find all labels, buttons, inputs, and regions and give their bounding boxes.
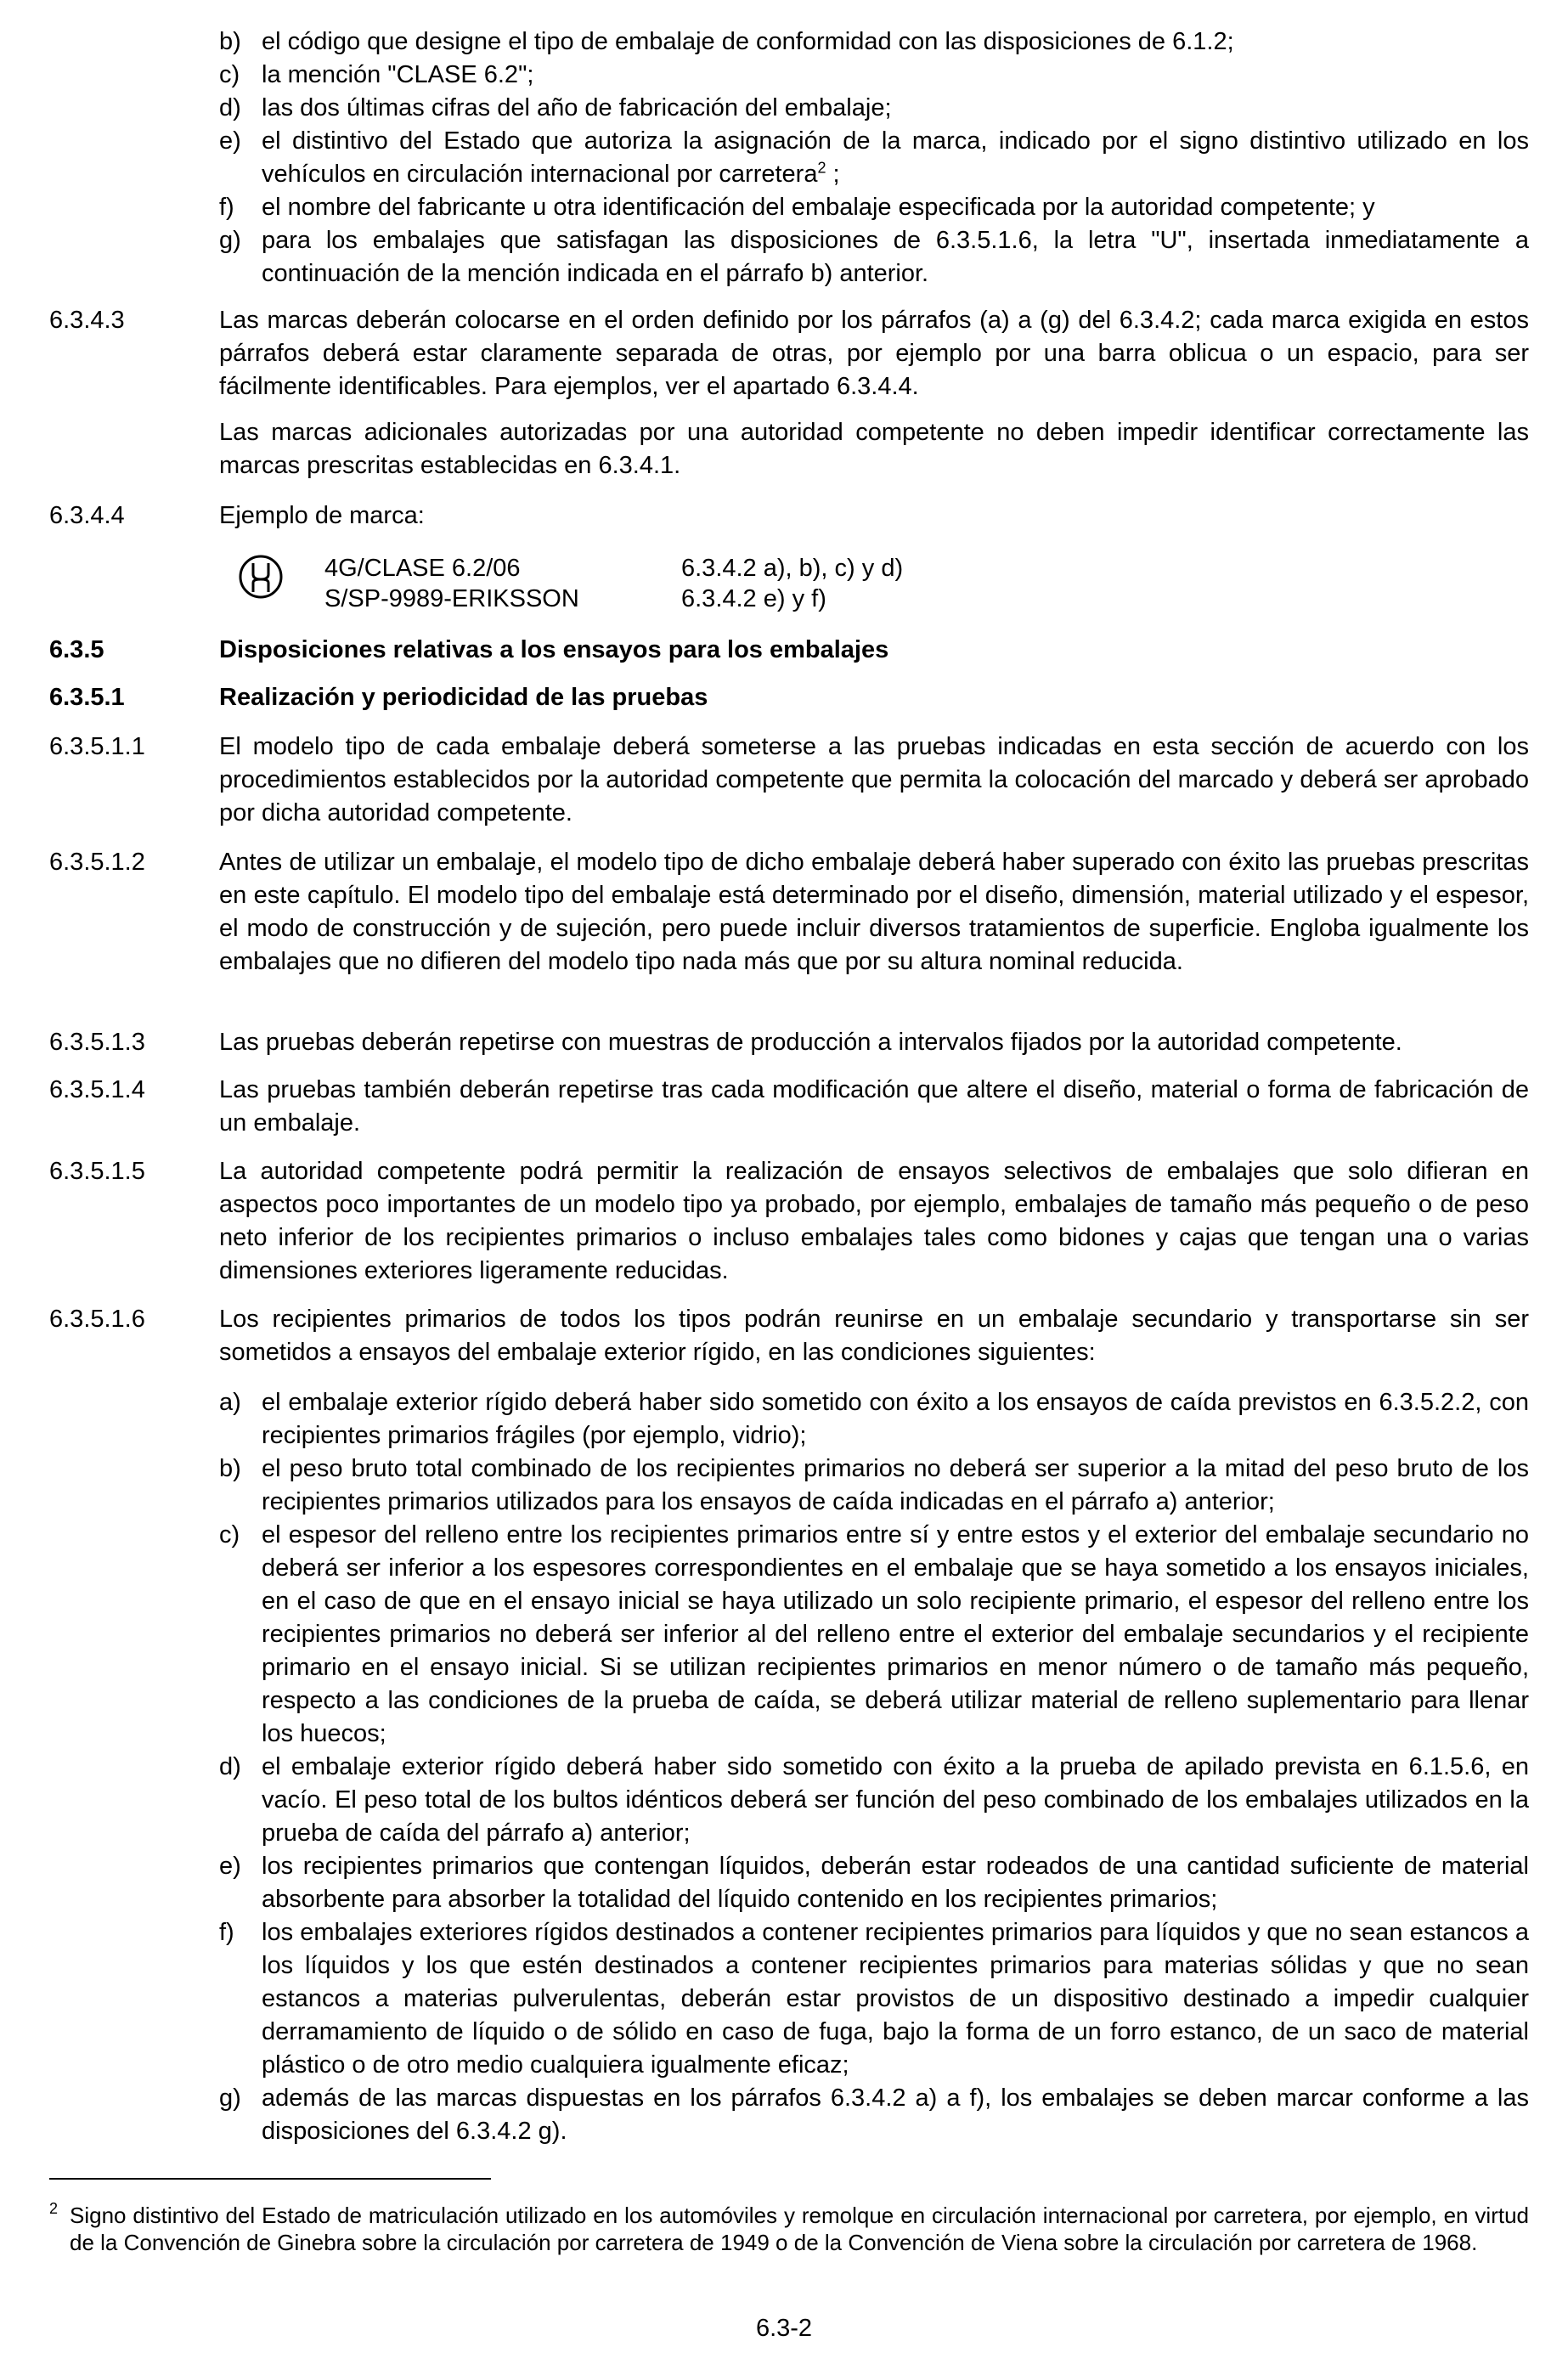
section-number: 6.3.4.3 xyxy=(49,307,125,334)
list-text: los recipientes primarios que contengan líquidos, deberán estar rodeados de una cantidad suficiente de material absorbente para absorber la totalidad del líquido contenido en los recipientes primarios; xyxy=(262,1853,1529,1913)
section-heading: Realización y periodicidad de las pruebas xyxy=(219,684,708,711)
footnote-reference[interactable]: 2 xyxy=(817,159,826,177)
footnote-text: Signo distintivo del Estado de matriculación utilizado en los automóviles y remolque en circulación internacional por carretera, por ejemplo, en virtud de la Convención de Ginebra sobre la circulación por carretera de 1949 o de la Convención de Viena sobre la circulación por carretera de 1968. xyxy=(70,2203,1529,2255)
list-letter: g) xyxy=(219,227,241,254)
list-letter: a) xyxy=(219,1389,241,1416)
footnote-number: 2 xyxy=(49,2200,59,2217)
paragraph: El modelo tipo de cada embalaje deberá someterse a las pruebas indicadas en esta sección de acuerdo con los procedimientos establecidos por la autoridad competente que permita la colocación del marcado y deberá ser aprobado por dicha autoridad competente. xyxy=(219,733,1529,826)
paragraph: La autoridad competente podrá permitir la realización de ensayos selectivos de embalajes que solo difieran en aspectos poco importantes de un modelo tipo ya probado, por ejemplo, embalajes de tamaño más pequeño o de peso neto inferior de los recipientes primarios o incluso embalajes tales como bidones y cajas que tengan una o varias dimensiones exteriores ligeramente reducidas. xyxy=(219,1158,1529,1284)
list-letter: b) xyxy=(219,28,241,55)
list-letter: b) xyxy=(219,1455,241,1482)
list-letter: e) xyxy=(219,127,241,155)
list-item xyxy=(219,224,1529,291)
list-item xyxy=(219,1386,1529,1453)
paragraph: Las pruebas también deberán repetirse tras cada modificación que altere el diseño, material o forma de fabricación de un embalaje. xyxy=(219,1076,1529,1137)
list-letter: c) xyxy=(219,1521,240,1548)
section-number: 6.3.5.1.3 xyxy=(49,1029,145,1056)
section-number: 6.3.5.1.2 xyxy=(49,849,145,876)
list-text: el código que designe el tipo de embalaje de conformidad con las disposiciones de 6.1.2; xyxy=(262,28,1234,55)
list-letter: d) xyxy=(219,1753,241,1780)
list-text: los embalajes exteriores rígidos destinados a contener recipientes primarios para líquidos y que no sean estancos a los líquidos y los que estén destinados a contener recipientes primarios para materias sólidas y que no sean estancos a materias pulverulentas, deberán estar provistos de un dispositivo destinado a impedir cualquier derramamiento de líquido o de sólido en caso de fuga, bajo la forma de un forro estanco, de un saco de material plástico o de otro medio cualquiera igualmente eficaz; xyxy=(262,1919,1529,2079)
list-letter: f) xyxy=(219,194,234,221)
list-item xyxy=(219,1453,1529,1519)
list-text-tail: ; xyxy=(826,161,840,188)
section-number: 6.3.5.1.5 xyxy=(49,1158,145,1185)
paragraph: Antes de utilizar un embalaje, el modelo tipo de dicho embalaje deberá haber superado con éxito las pruebas prescritas en este capítulo. El modelo tipo del embalaje está determinado por el diseño, dimensión, material utilizado y el espesor, el modo de construcción y de sujeción, pero puede incluir diversos tratamientos de superficie. Engloba igualmente los embalajes que no difieren del modelo tipo nada más que por su altura nominal reducida. xyxy=(219,849,1529,975)
list-letter: g) xyxy=(219,2084,241,2112)
list-text: para los embalajes que satisfagan las disposiciones de 6.3.5.1.6, la letra "U", insertada inmediatamente a continuación de la mención indicada en el párrafo b) anterior. xyxy=(262,227,1529,287)
section-number: 6.3.5 xyxy=(49,636,104,663)
list-text xyxy=(262,125,1529,191)
example-title: Ejemplo de marca: xyxy=(219,502,425,529)
footnote-divider xyxy=(49,2178,491,2180)
list-item xyxy=(219,191,1529,224)
top-list xyxy=(219,25,1529,291)
list-text: el embalaje exterior rígido deberá haber sido sometido con éxito a los ensayos de caída previstos en 6.3.5.2.2, con recipientes primarios frágiles (por ejemplo, vidrio); xyxy=(262,1389,1529,1449)
list-item xyxy=(219,1850,1529,1916)
list-text-main: el distintivo del Estado que autoriza la asignación de la marca, indicado por el signo distintivo utilizado en los vehículos en circulación internacional por carretera xyxy=(262,127,1529,188)
mark-code: 4G/CLASE 6.2/06 xyxy=(324,555,521,582)
section-number: 6.3.5.1 xyxy=(49,684,125,711)
list-item xyxy=(219,125,1529,191)
list-item xyxy=(219,92,1529,125)
page-number: 6.3-2 xyxy=(755,2315,813,2342)
list-text: el peso bruto total combinado de los recipientes primarios no deberá ser superior a la mitad del peso bruto de los recipientes primarios utilizados para los ensayos de caída indicadas en el párrafo a) anterior; xyxy=(262,1455,1529,1515)
footnote xyxy=(49,2202,1529,2256)
mark-reference: 6.3.4.2 e) y f) xyxy=(681,585,826,612)
conditions-list xyxy=(219,1386,1529,2148)
section-heading: Disposiciones relativas a los ensayos para los embalajes xyxy=(219,636,889,663)
paragraph: Las pruebas deberán repetirse con muestras de producción a intervalos fijados por la autoridad competente. xyxy=(219,1029,1402,1056)
list-text: las dos últimas cifras del año de fabricación del embalaje; xyxy=(262,94,892,121)
list-text: el embalaje exterior rígido deberá haber sido sometido con éxito a la prueba de apilado prevista en 6.1.5.6, en vacío. El peso total de los bultos idénticos deberá ser función del peso combinado de los embalajes utilizados en la prueba de caída del párrafo a) anterior; xyxy=(262,1753,1529,1847)
list-item xyxy=(219,25,1529,59)
section-number: 6.3.5.1.1 xyxy=(49,733,145,760)
section-number: 6.3.5.1.6 xyxy=(49,1306,145,1333)
list-letter: d) xyxy=(219,94,241,121)
list-item xyxy=(219,1751,1529,1850)
un-packaging-symbol-icon xyxy=(238,554,284,600)
mark-code: S/SP-9989-ERIKSSON xyxy=(324,585,579,612)
list-item xyxy=(219,59,1529,92)
list-item xyxy=(219,2082,1529,2148)
paragraph: Las marcas adicionales autorizadas por una autoridad competente no deben impedir identificar correctamente las marcas prescritas establecidas en 6.3.4.1. xyxy=(219,419,1529,479)
list-text: además de las marcas dispuestas en los párrafos 6.3.4.2 a) a f), los embalajes se deben marcar conforme a las disposiciones del 6.3.4.2 g). xyxy=(262,2084,1529,2145)
list-text: el espesor del relleno entre los recipientes primarios entre sí y entre estos y el exterior del embalaje secundario no deberá ser inferior a los espesores correspondientes en el embalaje que se haya sometido a los ensayos iniciales, en el caso de que en el ensayo inicial se haya utilizado un solo recipiente primario, el espesor del relleno entre los recipientes primarios no deberá ser inferior al del relleno entre el exterior del embalaje secundarios y el recipiente primario en el ensayo inicial. Si se utilizan recipientes primarios en menor número o de tamaño más pequeño, respecto a las condiciones de la prueba de caída, se deberá utilizar material de relleno suplementario para llenar los huecos; xyxy=(262,1521,1529,1747)
paragraph: Las marcas deberán colocarse en el orden definido por los párrafos (a) a (g) del 6.3.4.2; cada marca exigida en estos párrafos deberá estar claramente separada de otras, por ejemplo por una barra oblicua o un espacio, para ser fácilmente identificables. Para ejemplos, ver el apartado 6.3.4.4. xyxy=(219,307,1529,400)
section-number: 6.3.4.4 xyxy=(49,502,125,529)
list-text: la mención "CLASE 6.2"; xyxy=(262,61,534,88)
paragraph: Los recipientes primarios de todos los tipos podrán reunirse en un embalaje secundario y transportarse sin ser sometidos a ensayos del embalaje exterior rígido, en las condiciones siguientes: xyxy=(219,1306,1529,1366)
section-number: 6.3.5.1.4 xyxy=(49,1076,145,1103)
list-item xyxy=(219,1519,1529,1751)
mark-reference: 6.3.4.2 a), b), c) y d) xyxy=(681,555,904,582)
list-item xyxy=(219,1916,1529,2082)
list-letter: e) xyxy=(219,1853,241,1880)
list-text: el nombre del fabricante u otra identificación del embalaje especificada por la autoridad competente; y xyxy=(262,194,1375,221)
list-letter: c) xyxy=(219,61,240,88)
list-letter: f) xyxy=(219,1919,234,1946)
